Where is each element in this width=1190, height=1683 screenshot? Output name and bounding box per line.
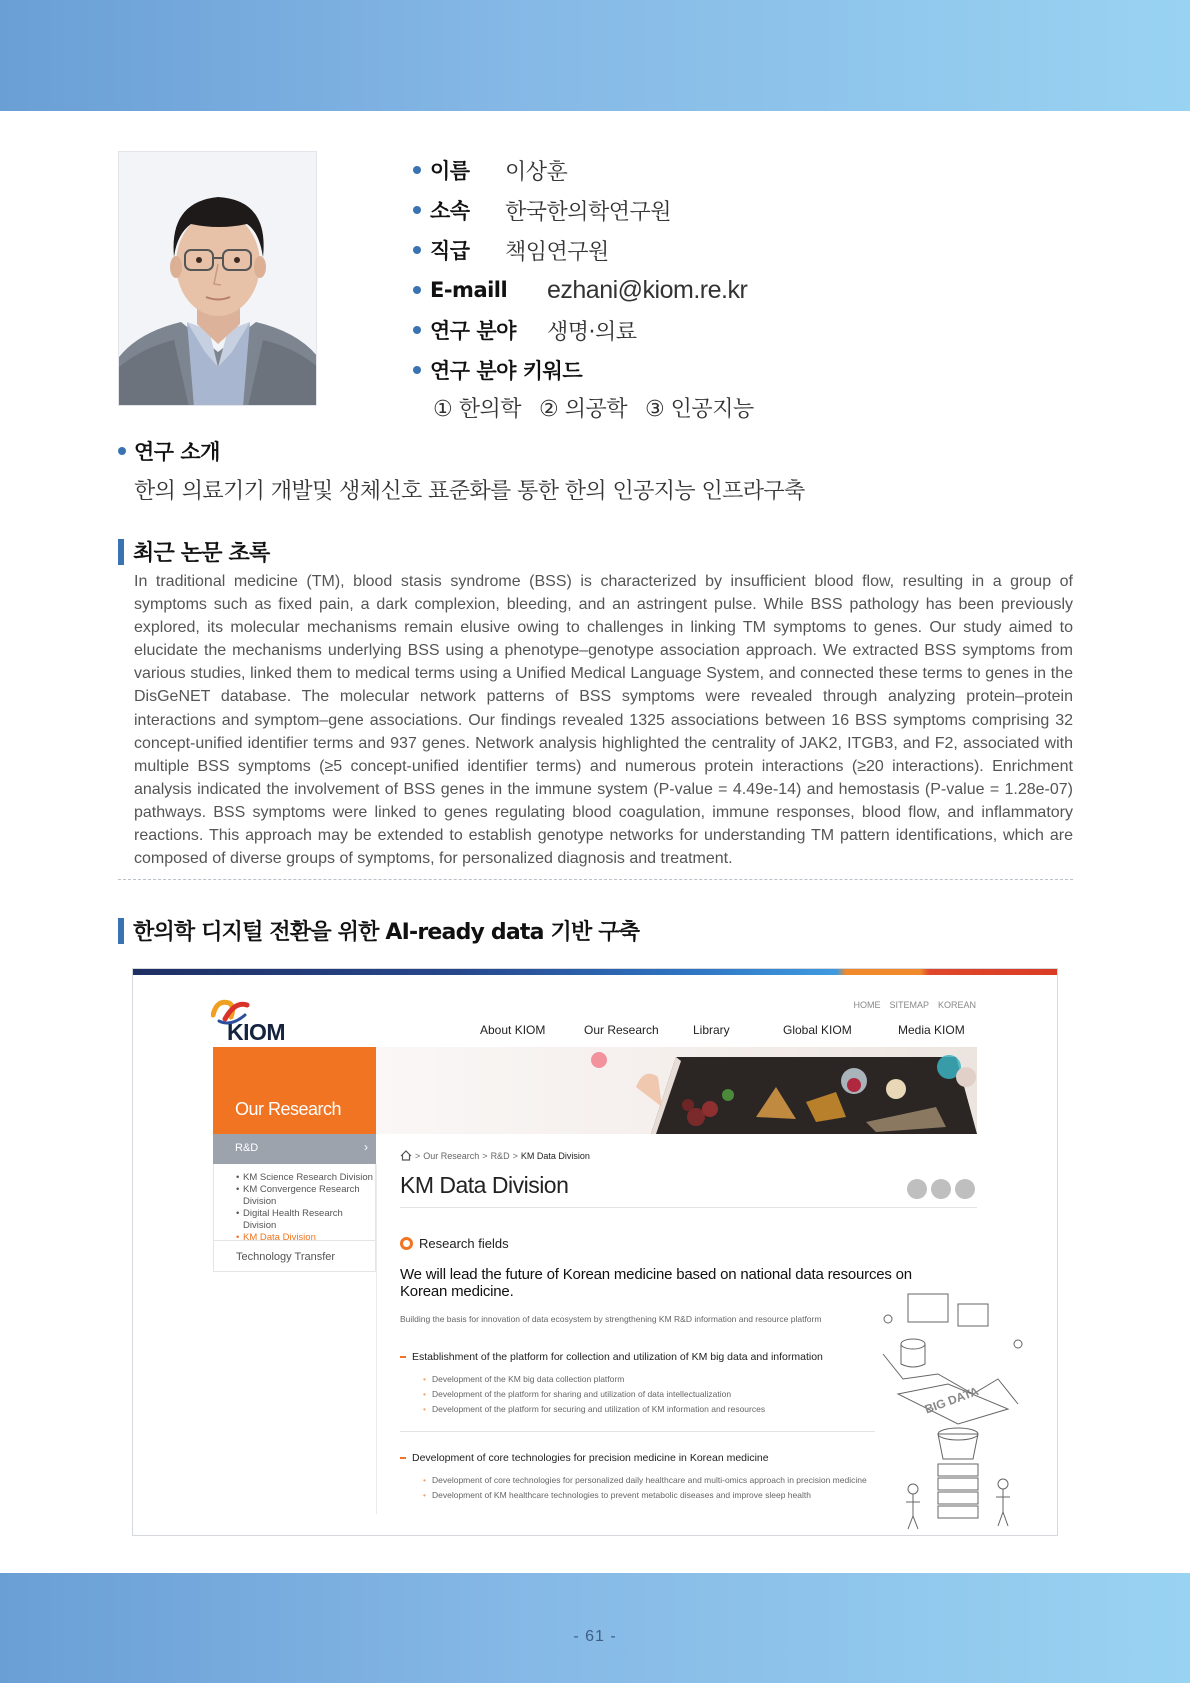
keyword-item: ① 한의학 xyxy=(433,397,521,422)
kiom-website-screenshot xyxy=(132,968,1058,1536)
breadcrumb-sep: > xyxy=(482,1150,488,1161)
block-separator xyxy=(400,1431,875,1432)
position-value: 책임연구원 xyxy=(505,239,609,265)
list-item: • Development of core technologies for personalized daily healthcare and multi-omics approach in precision medicine xyxy=(423,1473,867,1488)
illustration-label: BIG DATA xyxy=(922,1384,981,1417)
bullet-icon xyxy=(413,166,421,174)
dashed-divider xyxy=(118,879,1073,880)
util-home-link[interactable]: HOME xyxy=(853,1000,881,1010)
bullet-icon xyxy=(413,246,421,254)
lnb-technology-transfer[interactable] xyxy=(213,1240,376,1272)
keyword-list xyxy=(413,392,1113,423)
research-fields-heading xyxy=(400,1236,509,1251)
dash-bullet-icon xyxy=(400,1356,406,1358)
logo-text: KIOM xyxy=(227,1019,286,1045)
lnb-sub-item[interactable]: • KM Convergence Research Division xyxy=(236,1184,375,1208)
field-label: 연구 분야 xyxy=(430,319,516,343)
profile-name-row xyxy=(413,150,1113,190)
name-value: 이상훈 xyxy=(505,159,568,185)
print-icon[interactable] xyxy=(955,1179,975,1199)
lnb-active-rd[interactable] xyxy=(213,1134,376,1164)
bullet-icon xyxy=(413,366,421,374)
lnb-sub-item-current[interactable]: • KM Data Division xyxy=(236,1232,375,1244)
website-top-color-bar xyxy=(133,969,1058,975)
breadcrumb-item[interactable]: R&D xyxy=(490,1150,510,1161)
top-header-band xyxy=(0,0,1190,111)
list-item: • Development of KM healthcare technologies to prevent metabolic diseases and improve sleep health xyxy=(423,1488,867,1503)
profile-keywords-row xyxy=(413,350,1113,390)
keywords-label: 연구 분야 키워드 xyxy=(430,359,583,383)
utility-links xyxy=(853,1000,976,1010)
project-heading-label: 한의학 디지털 전환을 위한 AI-ready data 기반 구축 xyxy=(133,920,640,945)
home-icon[interactable] xyxy=(400,1150,412,1161)
section-title-box xyxy=(213,1047,376,1134)
list-item: • Development of the KM big data collection platform xyxy=(423,1372,765,1387)
facebook-icon[interactable] xyxy=(907,1179,927,1199)
util-korean-link[interactable]: KOREAN xyxy=(937,1000,976,1010)
abstract-heading xyxy=(118,536,269,567)
profile-info xyxy=(413,150,1113,423)
block2-list xyxy=(423,1473,867,1503)
lnb-active-label: R&D xyxy=(235,1142,259,1154)
block1-list xyxy=(423,1372,765,1417)
intro-label: 연구 소개 xyxy=(134,440,220,464)
project-heading xyxy=(118,915,639,946)
research-fields-label: Research fields xyxy=(419,1236,509,1251)
block2-title-text: Development of core technologies for precision medicine in Korean medicine xyxy=(412,1452,769,1464)
breadcrumb-sep: > xyxy=(512,1150,518,1161)
affiliation-label: 소속 xyxy=(430,199,470,223)
breadcrumb-item[interactable]: Our Research xyxy=(423,1150,480,1161)
lead-subtext: Building the basis for innovation of data ecosystem by strengthening KM R&D information and resource platform xyxy=(400,1314,822,1324)
lnb-technology-transfer-label: Technology Transfer xyxy=(236,1251,336,1263)
dash-bullet-icon xyxy=(400,1457,406,1459)
section-title: Our Research xyxy=(235,1099,342,1119)
nav-about-kiom[interactable]: About KIOM xyxy=(480,1023,546,1037)
share-buttons xyxy=(907,1179,975,1199)
breadcrumb-sep: > xyxy=(415,1150,421,1161)
breadcrumb xyxy=(400,1150,590,1161)
list-item: • Development of the platform for securing and utilization of KM information and resources xyxy=(423,1402,765,1417)
profile-affiliation-row xyxy=(413,190,1113,230)
nav-media-kiom[interactable]: Media KIOM xyxy=(898,1023,965,1037)
bullet-icon xyxy=(118,447,126,455)
intro-heading xyxy=(118,436,220,466)
util-sitemap-link[interactable]: SITEMAP xyxy=(889,1000,929,1010)
section-bar-icon xyxy=(118,918,124,944)
breadcrumb-current: KM Data Division xyxy=(520,1150,590,1161)
lead-statement: We will lead the future of Korean medicine based on national data resources on Korean medicine. xyxy=(400,1266,912,1300)
name-label: 이름 xyxy=(430,159,470,183)
chevron-right-icon: › xyxy=(364,1140,368,1154)
global-nav xyxy=(133,1023,1058,1043)
twitter-icon[interactable] xyxy=(931,1179,951,1199)
page-number: - 61 - xyxy=(573,1628,617,1645)
abstract-text: In traditional medicine (TM), blood stasis syndrome (BSS) is characterized by insufficient blood flow, resulting in a group of symptoms such as fixed pain, a dark complexion, bleeding, and an astringent pulse. While BSS pathology has been previously explored, its molecular mechanisms remain elusive owing to challenges in linking TM symptoms to genes. Our study aimed to elucidate the mechanisms underlying BSS using a phenotype–genotype association approach. We extracted BSS symptoms from various studies, linked them to medical terms using a Unified Medical Language System, and connected these terms to genes in the DisGeNET database. The molecular network patterns of BSS symptoms were revealed through analyzing protein–protein interactions and symptom–gene associations. Our findings revealed 1325 associations between 16 BSS symptoms comprising 32 concept-unified identifier terms and 937 genes. Network analysis highlighted the centrality of JAK2, ITGB3, and F2, associated with multiple BSS symptoms (≥5 concept-unified identifier terms) and numerous protein interactions (≥20 interactions). Enrichment analysis indicated the involvement of BSS genes in the immune system (P-value = 4.49e-14) and hemostasis (P-value = 1.28e-07) pathways. BSS symptoms were linked to genes regulating blood coagulation, immune responses, blood flow, and inflammatory reactions. This approach may be extended to establish genotype networks for understanding TM pattern identifications, which are composed of diverse groups of symptoms, for personalized diagnosis and treatment. xyxy=(134,573,1073,868)
title-rule xyxy=(400,1207,977,1208)
ring-bullet-icon xyxy=(400,1237,413,1250)
profile-photo xyxy=(118,151,317,406)
field-value: 생명·의료 xyxy=(547,319,637,345)
keyword-item: ③ 인공지능 xyxy=(644,397,754,422)
nav-library[interactable]: Library xyxy=(693,1023,730,1037)
lnb-sub-item[interactable]: • KM Science Research Division xyxy=(236,1172,375,1184)
lnb-sub-item[interactable]: • Digital Health Research Division xyxy=(236,1208,375,1232)
email-label: E-maill xyxy=(430,278,508,302)
nav-our-research[interactable]: Our Research xyxy=(584,1023,659,1037)
block1-title-text: Establishment of the platform for collection and utilization of KM big data and information xyxy=(412,1351,823,1363)
intro-text: 한의 의료기기 개발및 생체신호 표준화를 통한 한의 인공지능 인프라구축 xyxy=(134,479,805,504)
position-label: 직급 xyxy=(430,239,470,263)
hero-banner-image xyxy=(376,1047,977,1134)
block1-title xyxy=(400,1351,823,1363)
page-title: KM Data Division xyxy=(400,1172,569,1198)
list-item: • Development of the platform for sharing and utilization of data intellectualization xyxy=(423,1387,765,1402)
content-divider xyxy=(376,1164,377,1514)
profile-position-row xyxy=(413,230,1113,270)
profile-field-row xyxy=(413,310,1113,350)
abstract-heading-label: 최근 논문 초록 xyxy=(133,541,270,566)
bullet-icon xyxy=(413,286,421,294)
affiliation-value: 한국한의학연구원 xyxy=(505,199,672,225)
profile-email-row xyxy=(413,270,1113,310)
email-value[interactable]: ezhani@kiom.re.kr xyxy=(547,275,748,304)
big-data-illustration xyxy=(878,1284,1028,1534)
bullet-icon xyxy=(413,326,421,334)
section-bar-icon xyxy=(118,539,124,565)
block2-title xyxy=(400,1452,769,1464)
nav-global-kiom[interactable]: Global KIOM xyxy=(783,1023,852,1037)
keyword-item: ② 의공학 xyxy=(538,397,627,422)
bullet-icon xyxy=(413,206,421,214)
